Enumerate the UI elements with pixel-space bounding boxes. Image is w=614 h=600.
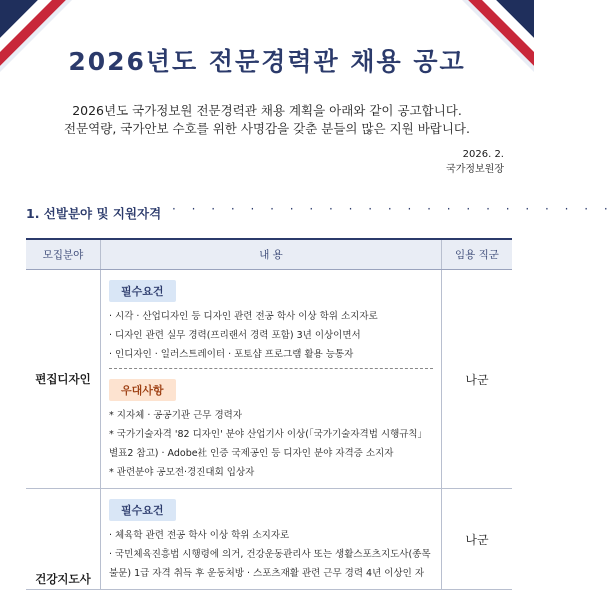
dashed-divider [109,368,433,369]
row-field: 건강지도사 [26,489,101,590]
row-rank: 나군 [442,270,513,489]
issue-date: 2026. 2. [462,149,504,160]
list-item: · 인디자인 · 일러스트레이터 · 포토샵 프로그램 활용 능통자 [109,349,354,360]
list-item: * 국가기술자격 '82 디자인' 분야 산업기사 이상(「국가기술자격법 시행규칙」 [109,429,428,440]
row-content [101,270,442,489]
table-row [26,489,512,590]
header-field: 모집분야 [26,239,101,270]
selection-table [26,238,512,590]
header-content: 내 용 [101,239,442,270]
row-rank: 나군 [442,489,513,590]
header-rank: 임용 직군 [442,239,513,270]
row-content [101,489,442,590]
issuer-name: 국가정보원장 [446,164,504,175]
list-item: * 관련분야 공모전·경진대회 입상자 [109,467,255,478]
intro-line-2: 전문역량, 국가안보 수호를 위한 사명감을 갖춘 분들의 많은 지원 바랍니다. [64,121,470,136]
list-item: 별표2 참고) · Adobe社 인증 국제공인 등 디자인 분야 자격증 소지자 [109,448,394,459]
required-tag: 필수요건 [109,499,176,521]
intro-line-1: 2026년도 국가정보원 전문경력관 채용 계획을 아래와 같이 공고합니다. [72,103,462,118]
list-item: 불문) 1급 자격 취득 후 운동처방 · 스포츠재활 관련 근무 경력 4년 이상인 자 [109,568,425,579]
list-item: · 디자인 관련 실무 경력(프리랜서 경력 포함) 3년 이상이면서 [109,330,361,341]
intro-text [0,102,534,138]
row-field: 편집디자인 [26,270,101,489]
preferred-tag: 우대사항 [109,379,176,401]
required-tag: 필수요건 [109,280,176,302]
issue-block [446,147,504,177]
section-title: 1. 선발분야 및 지원자격 [26,206,162,221]
list-item: · 시각 · 산업디자인 등 디자인 관련 전공 학사 이상 학위 소지자로 [109,311,378,322]
list-item: · 체육학 관련 전공 학사 이상 학위 소지자로 [109,530,290,541]
section-dots: · · · · · · · · · · · · · · · · · · · · · · · [172,202,614,216]
table-row [26,270,512,489]
page-title: 2026년도 전문경력관 채용 공고 [68,47,466,76]
list-item: · 국민체육진흥법 시행령에 의거, 건강운동관리사 또는 생활스포츠지도사(종목 [109,549,431,560]
table-header-row [26,239,512,270]
list-item: * 지자체 · 공공기관 근무 경력자 [109,410,242,421]
